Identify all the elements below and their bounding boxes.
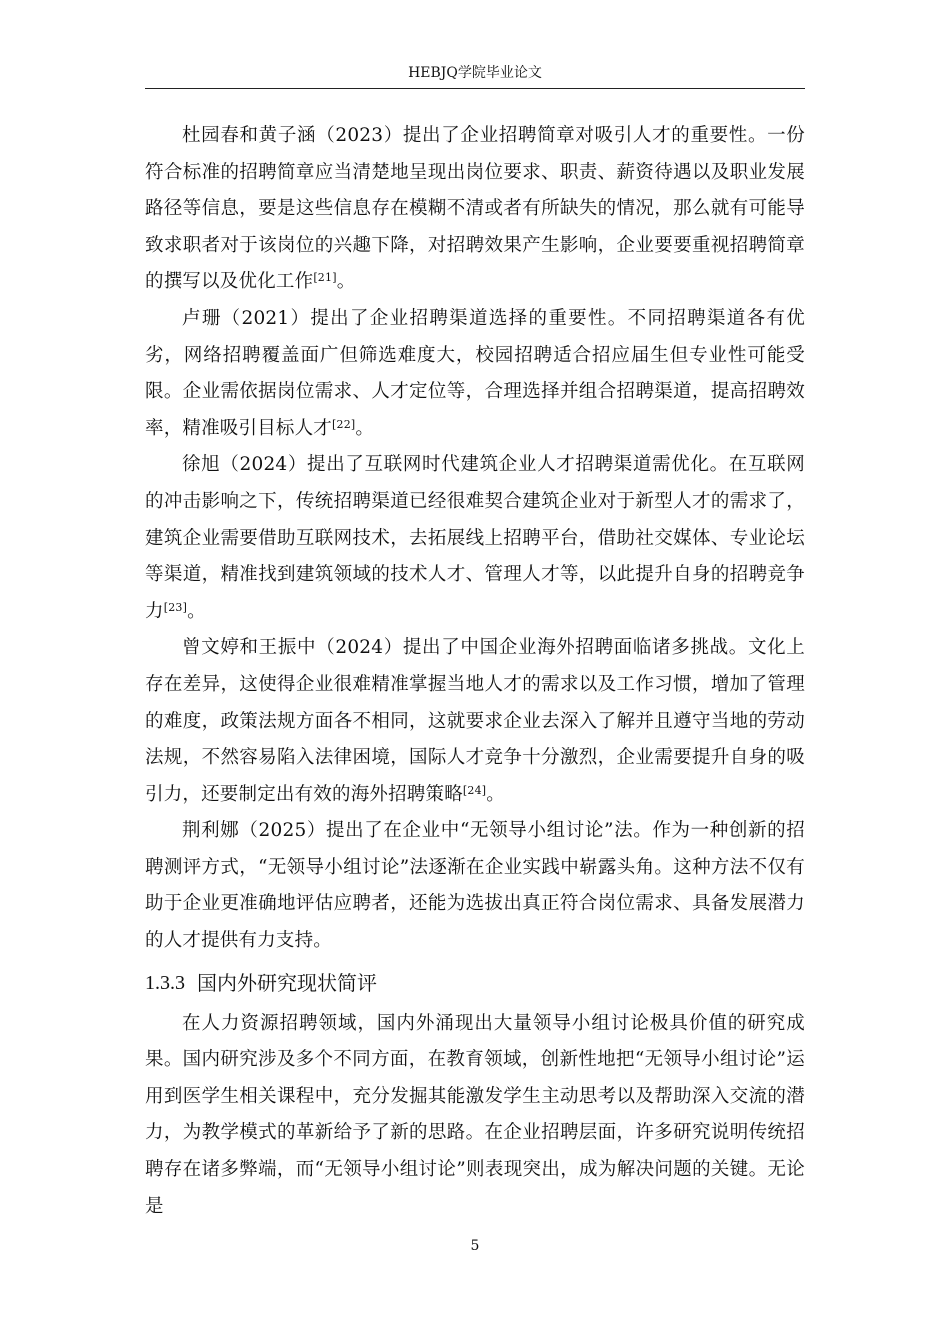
paragraph-1: 杜园春和黄子涵（2023）提出了企业招聘简章对吸引人才的重要性。一份符合标准的招聘简章应当清楚地呈现出岗位要求、职责、薪资待遇以及职业发展路径等信息，要是这些信息存在模糊不清或者有所缺失的情况，那么就有可能导致求职者对于该岗位的兴趣下降，对招聘效果产生影响，企业要要重视招聘简章的撰写以及优化工作[21]。 (145, 125, 805, 293)
section-paragraph-1: 在人力资源招聘领域，国内外涌现出大量领导小组讨论极具价值的研究成果。国内研究涉及多个不同方面，在教育领域，创新性地把“无领导小组讨论”运用到医学生相关课程中，充分发掘其能激发学生主动思考以及帮助深入交流的潜力，为教学模式的革新给予了新的思路。在企业招聘层面，许多研究说明传统招聘存在诸多弊端，而“无领导小组讨论”则表现突出，成为解决问题的关键。无论是 (145, 1012, 805, 1217)
page-header: HEBJQ学院毕业论文 (408, 65, 542, 81)
citation-23: [23] (163, 600, 188, 614)
paragraph-3: 徐旭（2024）提出了互联网时代建筑企业人才招聘渠道需优化。在互联网的冲击影响之下，传统招聘渠道已经很难契合建筑企业对于新型人才的需求了，建筑企业需要借助互联网技术，去拓展线上招聘平台，借助社交媒体、专业论坛等渠道，精准找到建筑领域的技术人才、管理人才等，以此提升自身的招聘竞争力[23]。 (145, 454, 805, 622)
page-body (145, 118, 805, 1225)
paragraph-5: 荆利娜（2025）提出了在企业中“无领导小组讨论”法。作为一种创新的招聘测评方式，“无领导小组讨论”法逐渐在企业实践中崭露头角。这种方法不仅有助于企业更准确地评估应聘者，还能为选拔出真正符合岗位需求、具备发展潜力的人才提供有力支持。 (145, 820, 805, 952)
section-heading (145, 964, 805, 1002)
paragraph-2: 卢珊（2021）提出了企业招聘渠道选择的重要性。不同招聘渠道各有优劣，网络招聘覆盖面广但筛选难度大，校园招聘适合招应届生但专业性可能受限。企业需依据岗位需求、人才定位等，合理选择并组合招聘渠道，提高招聘效率，精准吸引目标人才[22]。 (145, 307, 805, 439)
section-title: 国内外研究现状简评 (197, 970, 377, 995)
paragraph-4: 曾文婷和王振中（2024）提出了中国企业海外招聘面临诸多挑战。文化上存在差异，这使得企业很难精准掌握当地人才的需求以及工作习惯，增加了管理的难度，政策法规方面各不相同，这就要求企业去深入了解并且遵守当地的劳动法规，不然容易陷入法律困境，国际人才竞争十分激烈，企业需要提升自身的吸引力，还要制定出有效的海外招聘策略[24]。 (145, 637, 805, 805)
citation-21: [21] (313, 271, 337, 285)
header-divider (145, 88, 805, 89)
citation-24: [24] (462, 783, 487, 797)
citation-22: [22] (332, 417, 356, 431)
section-number: 1.3.3 (145, 971, 185, 994)
page-number: 5 (470, 1238, 480, 1254)
